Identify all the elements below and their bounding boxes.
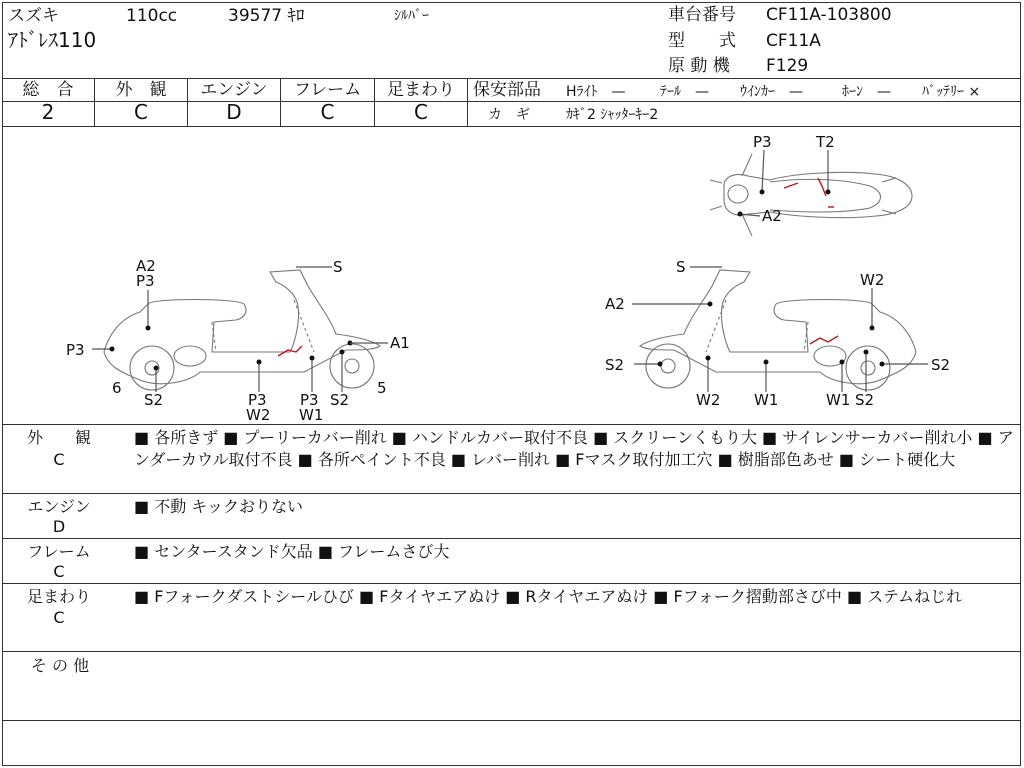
remarks-rule	[2, 720, 1021, 721]
left-label-a1: A1	[390, 334, 410, 352]
maker: スズキ	[8, 6, 59, 26]
grade-value-overall: 2	[41, 100, 55, 124]
right-label-w2-top: W2	[860, 271, 885, 289]
grade-value-engine: D	[226, 100, 242, 124]
displacement: 110cc	[126, 6, 178, 26]
color: ｼﾙﾊﾞｰ	[394, 8, 429, 24]
grade-label-exterior: 外 観	[115, 80, 167, 100]
top-view	[710, 154, 912, 236]
remark-text-frame: ■ センタースタンド欠品 ■ フレームさび大	[134, 542, 450, 561]
remark-grade-exterior: C	[53, 450, 65, 469]
left-label-p3-w1: P3	[300, 391, 319, 409]
remarks-rule	[2, 583, 1021, 584]
right-label-w1b: W1	[826, 391, 851, 409]
right-label-s2b: S2	[855, 391, 875, 409]
remark-text-exterior: ■ 各所きず ■ プーリーカバー削れ ■ ハンドルカバー取付不良 ■ スクリーンくもり大 ■ サイレンサーカバー削れ小 ■ アンダーカウル取付不良 ■ 各所ペイント不良 ■ レバー削れ ■ Fマスク取付加工穴 ■ 樹脂部色あせ ■ シート硬化大	[134, 428, 1014, 469]
left-label-s: S	[333, 258, 343, 276]
top-label-t2: T2	[816, 133, 835, 151]
type-value: CF11A	[766, 31, 821, 51]
remark-text-suspension: ■ Fフォークダストシールひび ■ Fタイヤエアぬけ ■ Rタイヤエアぬけ ■ Fフォーク摺動部さび中 ■ ステムねじれ	[134, 587, 963, 606]
left-label-p3-top: P3	[136, 272, 155, 290]
mileage: 39577 ｷﾛ	[228, 6, 305, 26]
top-label-p3: P3	[753, 133, 772, 151]
engine-value: F129	[766, 56, 809, 76]
damage-diagram	[0, 127, 1024, 425]
remark-text-engine: ■ 不動 キックおりない	[134, 497, 303, 516]
left-label-w2: W2	[246, 406, 271, 424]
grade-label-overall: 総 合	[22, 80, 74, 100]
safety-label: 保安部品	[473, 80, 541, 100]
remark-grade-engine: D	[52, 517, 66, 536]
chassis-label: 車台番号	[668, 5, 736, 25]
key-value: ｶｷﾞ2 ｼｬｯﾀｰｷｰ2	[566, 107, 659, 123]
remark-grade-suspension: C	[53, 608, 65, 627]
right-label-s2-right: S2	[931, 356, 951, 374]
remark-label-other: そ の 他	[30, 656, 90, 675]
remarks-rule	[2, 651, 1021, 652]
remarks-top-rule	[2, 424, 1021, 425]
engine-label: 原 動 機	[668, 56, 730, 76]
key-label: カ ギ	[488, 107, 530, 123]
left-label-a2: A2	[136, 257, 156, 275]
remarks-rule	[2, 538, 1021, 539]
grade-value-frame: C	[320, 100, 335, 124]
left-label-6: 6	[112, 379, 122, 397]
remarks-rule	[2, 493, 1021, 494]
left-label-p3-side: P3	[66, 341, 85, 359]
remark-label-suspension: 足まわり	[26, 587, 91, 606]
safety-tail: ﾃｰﾙ —	[660, 84, 709, 100]
grade-top-rule	[2, 78, 1021, 79]
remark-label-engine: エンジン	[27, 497, 91, 516]
safety-battery: ﾊﾞｯﾃﾘｰ ×	[922, 84, 981, 100]
chassis-value: CF11A-103800	[766, 5, 892, 25]
grade-value-exterior: C	[134, 100, 148, 124]
safety-horn: ﾎｰﾝ —	[842, 84, 891, 100]
right-label-w1: W1	[754, 391, 779, 409]
type-label: 型 式	[668, 31, 736, 51]
grade-divider	[467, 78, 468, 126]
right-label-a2: A2	[605, 295, 625, 313]
right-label-w2: W2	[696, 391, 721, 409]
safety-winker: ｳｲﾝｶｰ —	[740, 84, 803, 100]
top-label-a2: A2	[762, 207, 782, 225]
safety-headlight: Hﾗｲﾄ —	[566, 84, 626, 100]
grade-value-suspension: C	[414, 100, 428, 124]
right-label-s2-left: S2	[605, 356, 625, 374]
right-label-s: S	[676, 258, 686, 276]
grade-label-engine: エンジン	[200, 80, 268, 100]
grade-label-suspension: 足まわり	[387, 80, 455, 100]
left-label-w1: W1	[299, 406, 324, 424]
left-label-s2b: S2	[330, 391, 350, 409]
left-label-5: 5	[377, 379, 387, 397]
remark-label-frame: フレーム	[27, 542, 91, 561]
grade-label-frame: フレーム	[293, 80, 362, 100]
model-name: ｱﾄﾞﾚｽ110	[8, 28, 97, 52]
left-label-p3-w2: P3	[248, 391, 267, 409]
remark-label-exterior: 外 観	[26, 428, 91, 447]
left-label-s2a: S2	[144, 391, 164, 409]
remark-grade-frame: C	[53, 562, 65, 581]
